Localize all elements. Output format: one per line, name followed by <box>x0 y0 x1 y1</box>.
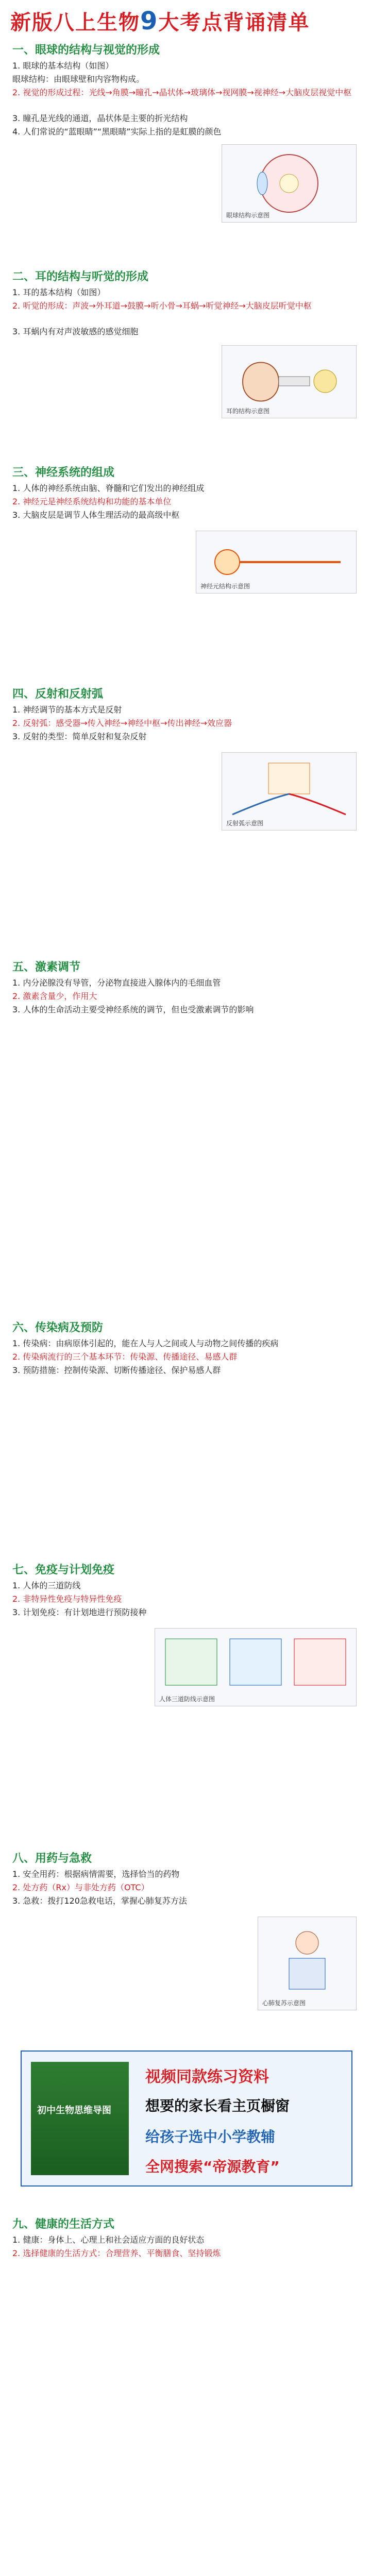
eye-line-3: 2. 视觉的形成过程：光线→角膜→瞳孔→晶状体→玻璃体→视网膜→视神经→大脑皮层视觉中枢 <box>12 88 352 97</box>
neuron-figure <box>196 531 357 594</box>
promo-line-2: 想要的家长看主页橱窗 <box>145 2097 290 2114</box>
promo-banner[interactable] <box>21 2050 352 2187</box>
eye-line-4: 3. 瞳孔是光线的通道，晶状体是主要的折光结构 <box>12 113 188 123</box>
title-prefix: 新版八上生物 <box>10 11 140 35</box>
ear-figure <box>222 345 357 418</box>
health-line-1: 1. 健康：身体上、心理上和社会适应方面的良好状态 <box>12 2235 205 2245</box>
section-heading-nervous: 三、神经系统的组成 <box>12 466 115 479</box>
section-heading-reflex: 四、反射和反射弧 <box>12 688 104 701</box>
promo-line-4: 全网搜索“帝源教育” <box>145 2158 280 2175</box>
reflex-figure-caption: 反射弧示意图 <box>226 820 264 827</box>
medicine-line-1: 1. 安全用药：根据病情需要，选择恰当的药物 <box>12 1869 180 1879</box>
medicine-line-2: 2. 处方药（Rx）与非处方药（OTC） <box>12 1883 149 1892</box>
eye-line-1: 1. 眼球的基本结构（如图） <box>12 61 114 71</box>
promo-book-title: 初中生物思维导图 <box>37 2105 111 2116</box>
page-title <box>10 6 361 36</box>
medicine-line-3: 3. 急救：拨打120急救电话，掌握心肺复苏方法 <box>12 1896 187 1906</box>
ear-line-1: 1. 耳的基本结构（如图） <box>12 287 106 297</box>
section-heading-eye: 一、眼球的结构与视觉的形成 <box>12 44 160 57</box>
reflex-line-3: 3. 反射的类型：简单反射和复杂反射 <box>12 732 147 741</box>
infectious-line-1: 1. 传染病：由病原体引起的，能在人与人之间或人与动物之间传播的疾病 <box>12 1338 279 1348</box>
reflex-line-2: 2. 反射弧：感受器→传入神经→神经中枢→传出神经→效应器 <box>12 718 232 728</box>
section-heading-medicine: 八、用药与急救 <box>12 1852 92 1865</box>
promo-line-1: 视频同款练习资料 <box>145 2068 269 2086</box>
title-suffix: 大考点背诵清单 <box>158 11 310 35</box>
neuron-figure-caption: 神经元结构示意图 <box>200 583 250 590</box>
ear-line-2: 2. 听觉的形成：声波→外耳道→鼓膜→听小骨→耳蜗→听觉神经→大脑皮层听觉中枢 <box>12 301 312 311</box>
promo-line-3: 给孩子选中小学教辅 <box>145 2128 276 2145</box>
infectious-line-3: 3. 预防措施：控制传染源、切断传播途径、保护易感人群 <box>12 1365 221 1375</box>
nervous-line-2: 2. 神经元是神经系统结构和功能的基本单位 <box>12 497 172 506</box>
ear-line-3: 3. 耳蜗内有对声波敏感的感觉细胞 <box>12 327 139 336</box>
reflex-figure <box>222 752 357 831</box>
eye-line-5: 4. 人们常说的“蓝眼睛”“黑眼睛”实际上指的是虹膜的颜色 <box>12 127 222 137</box>
reflex-line-1: 1. 神经调节的基本方式是反射 <box>12 705 122 715</box>
section-heading-infectious: 六、传染病及预防 <box>12 1321 104 1334</box>
nervous-line-3: 3. 大脑皮层是调节人体生理活动的最高级中枢 <box>12 510 180 520</box>
promo-book-cover <box>31 2062 129 2175</box>
hormone-line-3: 3. 人体的生命活动主要受神经系统的调节，但也受激素调节的影响 <box>12 1005 254 1014</box>
cpr-figure <box>258 1917 357 2010</box>
immunity-line-3: 3. 计划免疫：有计划地进行预防接种 <box>12 1607 147 1617</box>
hormone-line-1: 1. 内分泌腺没有导管，分泌物直接进入腺体内的毛细血管 <box>12 978 221 988</box>
infectious-line-2: 2. 传染病流行的三个基本环节：传染源、传播途径、易感人群 <box>12 1352 238 1362</box>
defense-figure <box>155 1628 357 1706</box>
nervous-line-1: 1. 人体的神经系统由脑、脊髓和它们发出的神经组成 <box>12 483 205 493</box>
section-heading-hormone: 五、激素调节 <box>12 961 81 974</box>
title-number: 9 <box>140 7 159 36</box>
immunity-line-1: 1. 人体的三道防线 <box>12 1581 81 1590</box>
hormone-line-2: 2. 激素含量少，作用大 <box>12 991 97 1001</box>
cpr-figure-caption: 心肺复苏示意图 <box>262 1999 306 2007</box>
section-heading-ear: 二、耳的结构与听觉的形成 <box>12 270 149 283</box>
cpr-diagram <box>258 1917 356 2010</box>
immunity-line-2: 2. 非特异性免疫与特异性免疫 <box>12 1594 122 1604</box>
eye-figure-caption: 眼球结构示意图 <box>226 212 270 219</box>
eye-line-2: 眼球结构：由眼球壁和内容物构成。 <box>12 74 145 84</box>
defense-figure-caption: 人体三道防线示意图 <box>159 1696 215 1703</box>
ear-figure-caption: 耳的结构示意图 <box>226 408 270 415</box>
health-line-2: 2. 选择健康的生活方式：合理营养、平衡膳食、坚持锻炼 <box>12 2248 221 2258</box>
section-heading-immunity: 七、免疫与计划免疫 <box>12 1564 115 1577</box>
section-heading-health: 九、健康的生活方式 <box>12 2218 115 2231</box>
eye-figure <box>222 144 357 223</box>
